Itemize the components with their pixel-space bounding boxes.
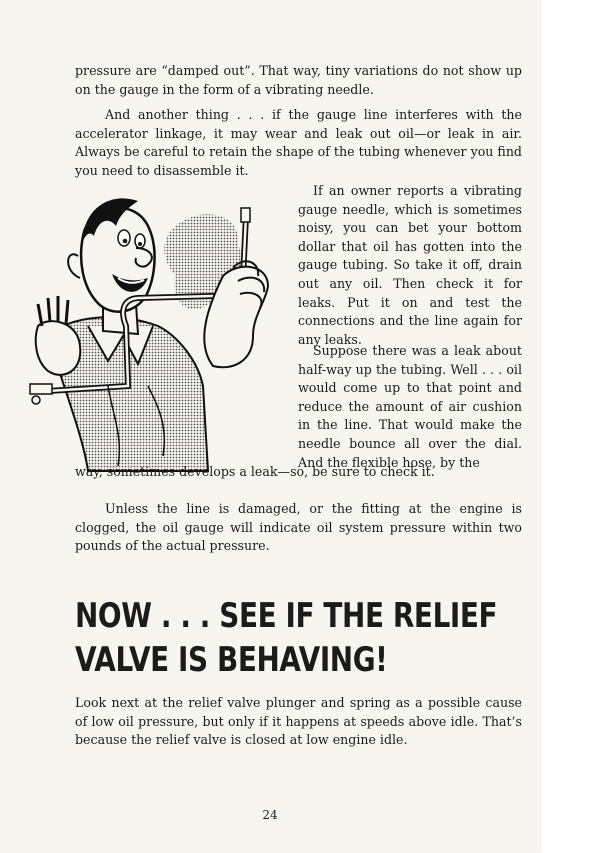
paragraph-flexible-hose: way, sometimes develops a leak—so, be sure to check it.: [75, 464, 435, 479]
paragraph-damped-out: pressure are “damped out”. That way, tiny variations do not show up on the gauge in the form of a vibrating needle.: [75, 63, 522, 97]
paragraph-gauge-line-linkage: And another thing . . . if the gauge line interferes with the accelerator linkage, it may wear and leak out oil—or leak in air. Always be careful to retain the shape of the tubing whenever you find you need to disassemble it.: [75, 107, 522, 178]
mechanic-holding-tubing-illustration: [28, 186, 296, 476]
page-number: 24: [262, 808, 278, 822]
paragraph-leak-half-way: Suppose there was a leak about half-way up the tubing. Well . . . oil would come up to that point and reduce the amount of air cushion in the line. That would make the needle bounce all over the dial. And the flexible hose, by the: [298, 343, 522, 470]
section-heading-line-1: NOW . . . SEE IF THE RELIEF: [75, 596, 498, 636]
paragraph-relief-valve: Look next at the relief valve plunger and spring as a possible cause of low oil pressure, but only if it happens at speeds above idle. That’s because the relief valve is closed at low engine idle.: [75, 695, 522, 748]
paragraph-vibrating-needle: If an owner reports a vibrating gauge needle, which is sometimes noisy, you can bet your bottom dollar that oil has gotten into the gauge tubing. So take it off, drain out any oil. Then check it for leaks. Put it on and test the connections and the line again for any leaks.: [298, 183, 522, 347]
section-heading-line-2: VALVE IS BEHAVING!: [75, 640, 388, 680]
paragraph-line-damaged: Unless the line is damaged, or the fitting at the engine is clogged, the oil gauge will indicate oil system pressure within two pounds of the actual pressure.: [75, 501, 522, 554]
